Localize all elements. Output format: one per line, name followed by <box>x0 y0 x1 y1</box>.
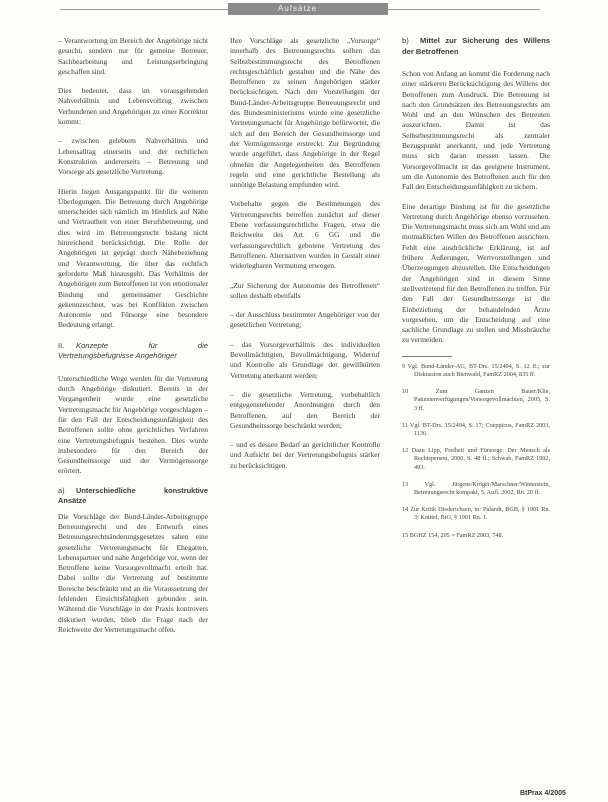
footnote: 10 Zum Ganzen Bauer/Klie, Patientenverfügungen/Vorsorgevollmachten, 2005, S. 3 ff. <box>402 388 550 412</box>
list-item: – der Ausschluss bestimmter Angehöriger von der gesetzlichen Vertretung; <box>230 310 380 330</box>
subsection-heading <box>58 486 208 506</box>
section-number: b) <box>402 36 409 45</box>
column-left <box>58 36 208 644</box>
section-number: II. <box>58 340 65 350</box>
footnote-rule <box>402 356 452 357</box>
footnote: 15 BGHZ 154, 205 = FamRZ 2003, 748. <box>402 531 504 539</box>
section-heading <box>58 341 208 362</box>
list-item: – und es dessen Bedarf an gerichtlicher Kontrolle und Aufsicht bei der Vertretungsbefugnis stärker zu berücksichtigen. <box>230 440 380 470</box>
section-header-label: Aufsätze <box>278 4 318 13</box>
subsection-title: Unterschiedliche konstruktive Ansätze <box>58 485 208 505</box>
section-heading <box>402 36 550 57</box>
list-item: – die gesetzliche Vertretung, vorbehaltlich entgegenstehender Anordnungen durch den Betroffenen, auf den Bereich der Gesundheitssorge beschränkt werden; <box>230 389 380 430</box>
footnote: 12 Dazu Lipp, Freiheit und Fürsorge: Der Mensch als Rechtsperson, 2000, S. 48 ff.; Schwab, FamRZ 1992, 493. <box>402 447 550 471</box>
subsection-number: a) <box>58 485 65 495</box>
paragraph: Hierin liegen Ausgangspunkt für die weiteren Überlegungen. Die Betreuung durch Angehörige unterscheidet sich nämlich im Hinblick auf Nähe und Vertrautheit von einer Berufsbetreuung, und dies wird im Betreuungsrecht bislang nicht hinreichend berücksichtigt. Die Rolle der Angehörigen ist geprägt durch Nähebeziehung und Verantwortung, die über das rechtlich geforderte Maß hinausgeht. Das Verhältnis der Angehörigen zum Betroffenen ist von emotionaler Bindung und gemeinsamer Geschichte gekennzeichnet, was bei Konflikten zwischen Autonomie und Fürsorge eine besondere Bedeutung erlangt. <box>58 186 208 330</box>
section-title: Konzepte für die Vertretungsbefugnisse Angehöriger <box>58 340 208 361</box>
section-header <box>228 3 388 15</box>
paragraph: „Zur Sicherung der Autonomie des Betroffenen“ sollen deshalb ebenfalls <box>230 280 380 300</box>
paragraph: Dies bedeutet, dass im vorausgehenden Nahverhältnis und Lebensvollzug zwischen Verbundenen und Angehörigen zu einer Korrektur kommt: <box>58 86 208 127</box>
page-footer: BtPrax 4/2005 <box>520 790 566 797</box>
footnote: 9 Vgl. Bund-Länder-AG, BT-Drs. 15/2494, S. 12 ff.; zur Diskussion auch Bienwald, FamRZ 2004, 835 ff. <box>402 362 550 378</box>
section-title: Mittel zur Sicherung des Willens der Betroffenen <box>402 36 550 56</box>
paragraph: Die Vorschläge der Bund-Länder-Arbeitsgruppe Betreuungsrecht und des Entwurfs eines Betreuungsrechtsänderungsgesetzes sahen eine gesetzliche Vertretungsmacht für Ehegatten, Lebenspartner und nahe Angehörige vor, wenn der Betroffene keine Vorsorgevollmacht erteilt hat. Dabei sollte die Vertretung auf bestimmte Bereiche beschränkt und an die Voraussetzung der fehlenden Einsichtsfähigkeit gebunden sein. Während die Vorschläge in der Praxis kontrovers diskutiert wurden, blieb die Frage nach der Reichweite der Vertretungsmacht offen. <box>58 511 208 634</box>
paragraph: Schon von Anfang an kommt die Forderung nach einer stärkeren Berücksichtigung des Willens der Betroffenen zum Ausdruck. Die Betreuung ist nach den Grundsätzen des Betreuungsrechts am Wohl und an den Wünschen des Betreuten auszurichten. Damit ist das Selbstbestimmungsrecht als zentraler Bezugspunkt anerkannt, und jede Vertretung muss sich daran messen lassen. Die Vorsorgevollmacht ist das geeignete Instrument, um die Autonomie des Betroffenen auch für den Fall der Entscheidungsunfähigkeit zu sichern. <box>402 69 550 192</box>
paragraph: Vorbehalte gegen die Bestimmungen des Vertretungsrechts betreffen zunächst auf dieser Ebene verfassungsrechtliche Fragen, etwa die Reichweite des Art. 6 GG und die verfassungsrechtlich gebotene Vertretung des Betroffenen. Alternativen wurden in Gestalt einer widerlegbaren Vermutung erwogen. <box>230 199 380 271</box>
footnote: 13 Vgl. Jürgens/Kröger/Marschner/Winterstein, Betreuungsrecht kompakt, 5. Aufl. 2002, Rn. 20 ff. <box>402 480 550 496</box>
footnote: 14 Zur Kritik Diederichsen, in: Palandt, BGB, § 1901 Rn. 3; Knittel, BtG, § 1901 Rn. 1. <box>402 506 550 522</box>
column-middle <box>230 36 380 480</box>
paragraph: – Verantwortung im Bereich der Angehörige nicht gesucht, sondern nur für gemeine Betreuer, Sachbearbeitung und Leistungserbringung geschaffen sind. <box>58 36 208 76</box>
footnote: 11 Vgl. BT-Drs. 15/2494, S. 17; Coeppicus, FamRZ 2003, 1136. <box>402 421 550 437</box>
footnotes <box>402 363 550 540</box>
paragraph: Ihre Vorschläge als gesetzliche „Vorsorge“ innerhalb des Betreuungsrechts sollten das Selbstbestimmungsrecht des Betroffenen rechtsgeschäftlich gestalten und die Nähe des Betroffenen zu seinen Angehörigen stärker berücksichtigen. Nach den Vorstellungen der Bund-Länder-Arbeitsgruppe Betreuungsrecht und des Bundesministeriums wurde eine gesetzliche Vertretungsmacht für Angehörige befürwortet, die sich auf den Bereich der Gesundheitssorge und der Vermögenssorge erstreckt. Zur Begründung wurde angeführt, dass Angehörige in der Regel ohnehin die Angelegenheiten des Betroffenen regeln und eine gerichtliche Bestellung als unnötige Belastung empfunden wird. <box>230 36 380 190</box>
paragraph: Eine derartige Bindung ist für die gesetzliche Vertretung durch Angehörige ebenso vorzusehen. Die Vertretungsmacht muss sich am Wohl und am mutmaßlichen Willen des Betroffenen ausrichten. Fehlt eine ausdrückliche Erklärung, ist auf frühere Äußerungen, Wertvorstellungen und Überzeugungen abzustellen. Die Entscheidungen der Angehörigen sind in diesem Sinne stellvertretend für den Betroffenen zu treffen. Für den Fall der Gesundheitssorge ist die Einbeziehung der behandelnden Ärzte vorgesehen, um die Entscheidung auf eine sachliche Grundlage zu stellen und Missbräuche zu vermeiden. <box>402 201 550 345</box>
paragraph: – zwischen gelebtem Nahverhältnis und Lebensalltag einerseits und der rechtlichen Konstruktion andererseits – Betreuung und Vorsorge als gesetzliche Vertretung. <box>58 136 208 177</box>
list-item: – das Vorsorgeverhältnis des individuellen Bevollmächtigten, Bevollmächtigung, Widerruf und Kontrolle als Grundlage der gewillkürten Vertretung anerkannt werden; <box>230 339 380 380</box>
paragraph: Unterschiedliche Wege werden für die Vertretung durch Angehörige diskutiert. Bereits in der Vergangenheit wurde eine gesetzliche Vertretungsmacht für Angehörige vorgeschlagen – für den Fall der Entscheidungsunfähigkeit des Betroffenen sollte ohne gerichtliches Verfahren eine Vertretungsbefugnis bestehen. Dies wurde insbesondere für den Bereich der Gesundheitssorge und der Vermögenssorge erörtert. <box>58 373 208 476</box>
column-right <box>402 36 550 549</box>
